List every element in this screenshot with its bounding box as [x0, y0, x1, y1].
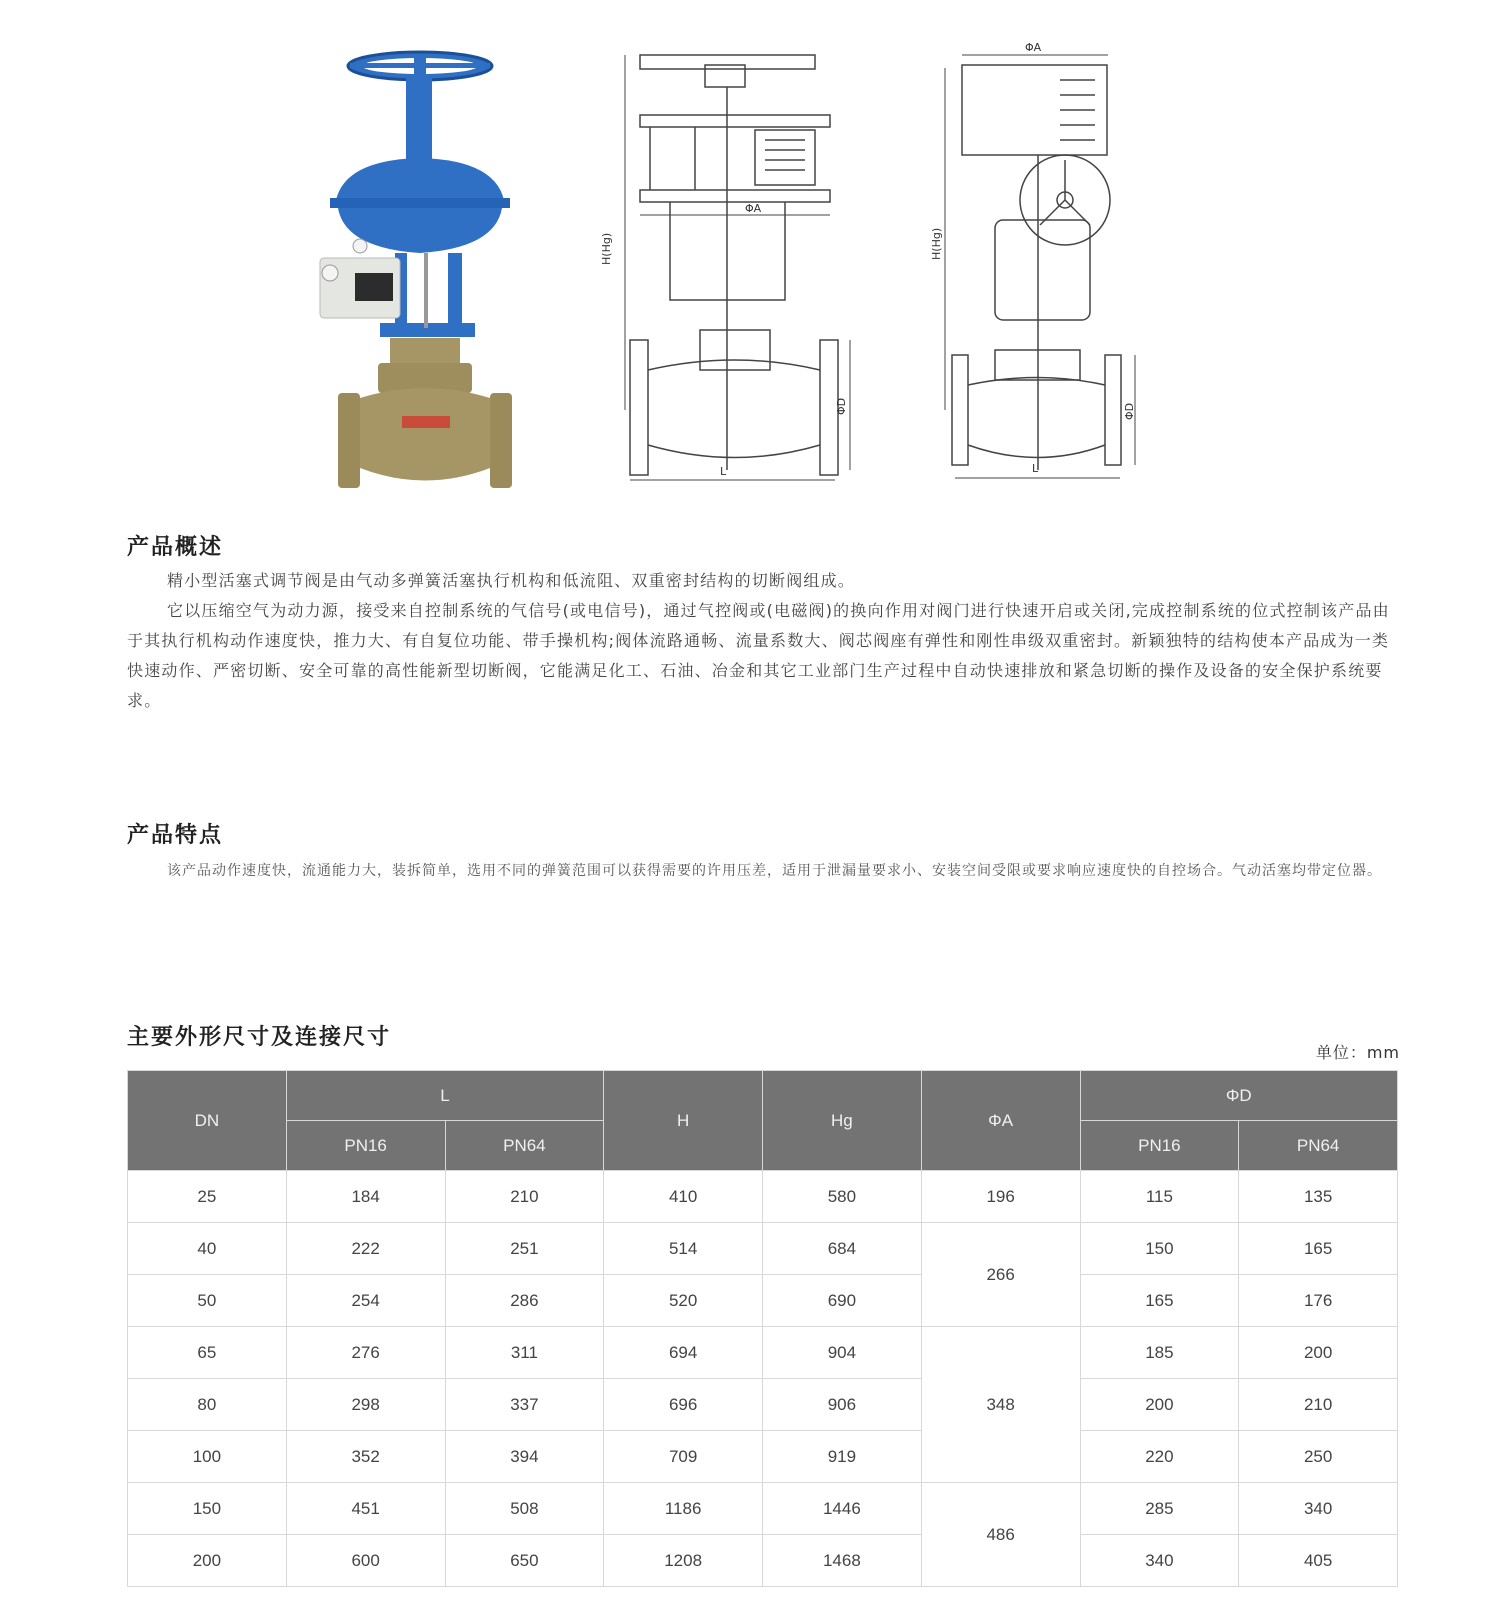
header-l-pn64: PN64	[445, 1121, 604, 1171]
table-row	[128, 1483, 1398, 1535]
dimensions-table	[127, 1070, 1398, 1587]
table-row	[128, 1223, 1398, 1275]
table-row	[128, 1327, 1398, 1379]
overview-line-2: 它以压缩空气为动力源，接受来自控制系统的气信号(或电信号)，通过气控阀或(电磁阀)的换向作用对阀门进行快速开启或关闭,完成控制系统的位式控制该产品由于其执行机构动作速度快，推力大、有自复位功能、带手操机构;阀体流路通畅、流量系数大、阀芯阀座有弹性和刚性串级双重密封。新颖独特的结构使本产品成为一类快速动作、严密切断、安全可靠的高性能新型切断阀，它能满足化工、石油、冶金和其它工业部门生产过程中自动快速排放和紧急切断的操作及设备的安全保护系统要求。	[127, 601, 1390, 710]
cell-l-pn64: 251	[445, 1223, 604, 1275]
cell-l-pn64: 311	[445, 1327, 604, 1379]
overview-text	[127, 566, 1399, 716]
cell-hg: 906	[763, 1379, 922, 1431]
valve-photo	[330, 48, 530, 503]
cell-l-pn64: 650	[445, 1535, 604, 1587]
technical-drawing-handwheel-top	[600, 50, 895, 500]
cell-l-pn16: 184	[286, 1171, 445, 1223]
cell-l-pn16: 222	[286, 1223, 445, 1275]
cell-d-pn16: 185	[1080, 1327, 1239, 1379]
cell-h: 514	[604, 1223, 763, 1275]
cell-d-pn16: 150	[1080, 1223, 1239, 1275]
svg-text:L: L	[1032, 462, 1039, 475]
cell-hg: 919	[763, 1431, 922, 1483]
header-d-pn64: PN64	[1239, 1121, 1398, 1171]
header-d-pn16: PN16	[1080, 1121, 1239, 1171]
cell-dn: 200	[128, 1535, 287, 1587]
svg-text:L: L	[720, 465, 727, 478]
cell-phi-a: 348	[921, 1327, 1080, 1483]
header-l-pn16: PN16	[286, 1121, 445, 1171]
cell-l-pn16: 254	[286, 1275, 445, 1327]
cell-h: 696	[604, 1379, 763, 1431]
cell-d-pn64: 250	[1239, 1431, 1398, 1483]
cell-l-pn64: 337	[445, 1379, 604, 1431]
cell-l-pn64: 508	[445, 1483, 604, 1535]
header-hg: Hg	[763, 1071, 922, 1171]
cell-phi-a: 196	[921, 1171, 1080, 1223]
cell-d-pn16: 220	[1080, 1431, 1239, 1483]
cell-d-pn64: 176	[1239, 1275, 1398, 1327]
cell-h: 1208	[604, 1535, 763, 1587]
cell-l-pn64: 394	[445, 1431, 604, 1483]
unit-label: 单位：mm	[1315, 1043, 1400, 1062]
features-title: 产品特点	[127, 823, 224, 848]
overview-line-1: 精小型活塞式调节阀是由气动多弹簧活塞执行机构和低流阻、双重密封结构的切断阀组成。	[167, 571, 856, 590]
svg-text:ΦD: ΦD	[835, 397, 848, 415]
cell-d-pn64: 210	[1239, 1379, 1398, 1431]
cell-h: 520	[604, 1275, 763, 1327]
cell-d-pn16: 165	[1080, 1275, 1239, 1327]
dimensions-title: 主要外形尺寸及连接尺寸	[127, 1025, 392, 1050]
header-l: L	[286, 1071, 604, 1121]
product-figures	[0, 0, 1500, 510]
cell-phi-a: 266	[921, 1223, 1080, 1327]
cell-d-pn16: 115	[1080, 1171, 1239, 1223]
cell-d-pn16: 285	[1080, 1483, 1239, 1535]
cell-dn: 100	[128, 1431, 287, 1483]
cell-l-pn16: 451	[286, 1483, 445, 1535]
cell-l-pn16: 600	[286, 1535, 445, 1587]
cell-h: 410	[604, 1171, 763, 1223]
cell-hg: 684	[763, 1223, 922, 1275]
svg-text:ΦA: ΦA	[1025, 41, 1042, 54]
cell-d-pn16: 200	[1080, 1379, 1239, 1431]
svg-text:ΦD: ΦD	[1123, 402, 1136, 420]
cell-hg: 1468	[763, 1535, 922, 1587]
cell-d-pn64: 200	[1239, 1327, 1398, 1379]
table-row	[128, 1535, 1398, 1587]
svg-text:H(Hg): H(Hg)	[930, 227, 943, 260]
cell-d-pn64: 405	[1239, 1535, 1398, 1587]
cell-hg: 690	[763, 1275, 922, 1327]
cell-l-pn64: 210	[445, 1171, 604, 1223]
cell-dn: 150	[128, 1483, 287, 1535]
cell-dn: 25	[128, 1171, 287, 1223]
svg-text:H(Hg): H(Hg)	[600, 232, 613, 265]
cell-dn: 80	[128, 1379, 287, 1431]
cell-l-pn64: 286	[445, 1275, 604, 1327]
cell-dn: 50	[128, 1275, 287, 1327]
cell-h: 694	[604, 1327, 763, 1379]
cell-l-pn16: 352	[286, 1431, 445, 1483]
header-phi-a: ΦA	[921, 1071, 1080, 1171]
cell-dn: 40	[128, 1223, 287, 1275]
cell-dn: 65	[128, 1327, 287, 1379]
cell-phi-a: 486	[921, 1483, 1080, 1587]
svg-text:ΦA: ΦA	[745, 202, 762, 215]
cell-hg: 580	[763, 1171, 922, 1223]
cell-l-pn16: 298	[286, 1379, 445, 1431]
cell-l-pn16: 276	[286, 1327, 445, 1379]
header-h: H	[604, 1071, 763, 1171]
cell-d-pn16: 340	[1080, 1535, 1239, 1587]
table-row	[128, 1379, 1398, 1431]
overview-title: 产品概述	[127, 535, 224, 560]
table-row	[128, 1431, 1398, 1483]
cell-h: 709	[604, 1431, 763, 1483]
cell-h: 1186	[604, 1483, 763, 1535]
table-row	[128, 1275, 1398, 1327]
table-row	[128, 1171, 1398, 1223]
cell-d-pn64: 135	[1239, 1171, 1398, 1223]
cell-d-pn64: 340	[1239, 1483, 1398, 1535]
technical-drawing-side-handwheel	[930, 40, 1200, 500]
header-dn: DN	[128, 1071, 287, 1171]
features-paragraph: 该产品动作速度快，流通能力大，装拆简单，选用不同的弹簧范围可以获得需要的许用压差，适用于泄漏量要求小、安装空间受限或要求响应速度快的自控场合。气动活塞均带定位器。	[167, 863, 1382, 879]
header-phi-d: ΦD	[1080, 1071, 1398, 1121]
cell-d-pn64: 165	[1239, 1223, 1398, 1275]
cell-hg: 1446	[763, 1483, 922, 1535]
cell-hg: 904	[763, 1327, 922, 1379]
features-text	[127, 858, 1399, 884]
